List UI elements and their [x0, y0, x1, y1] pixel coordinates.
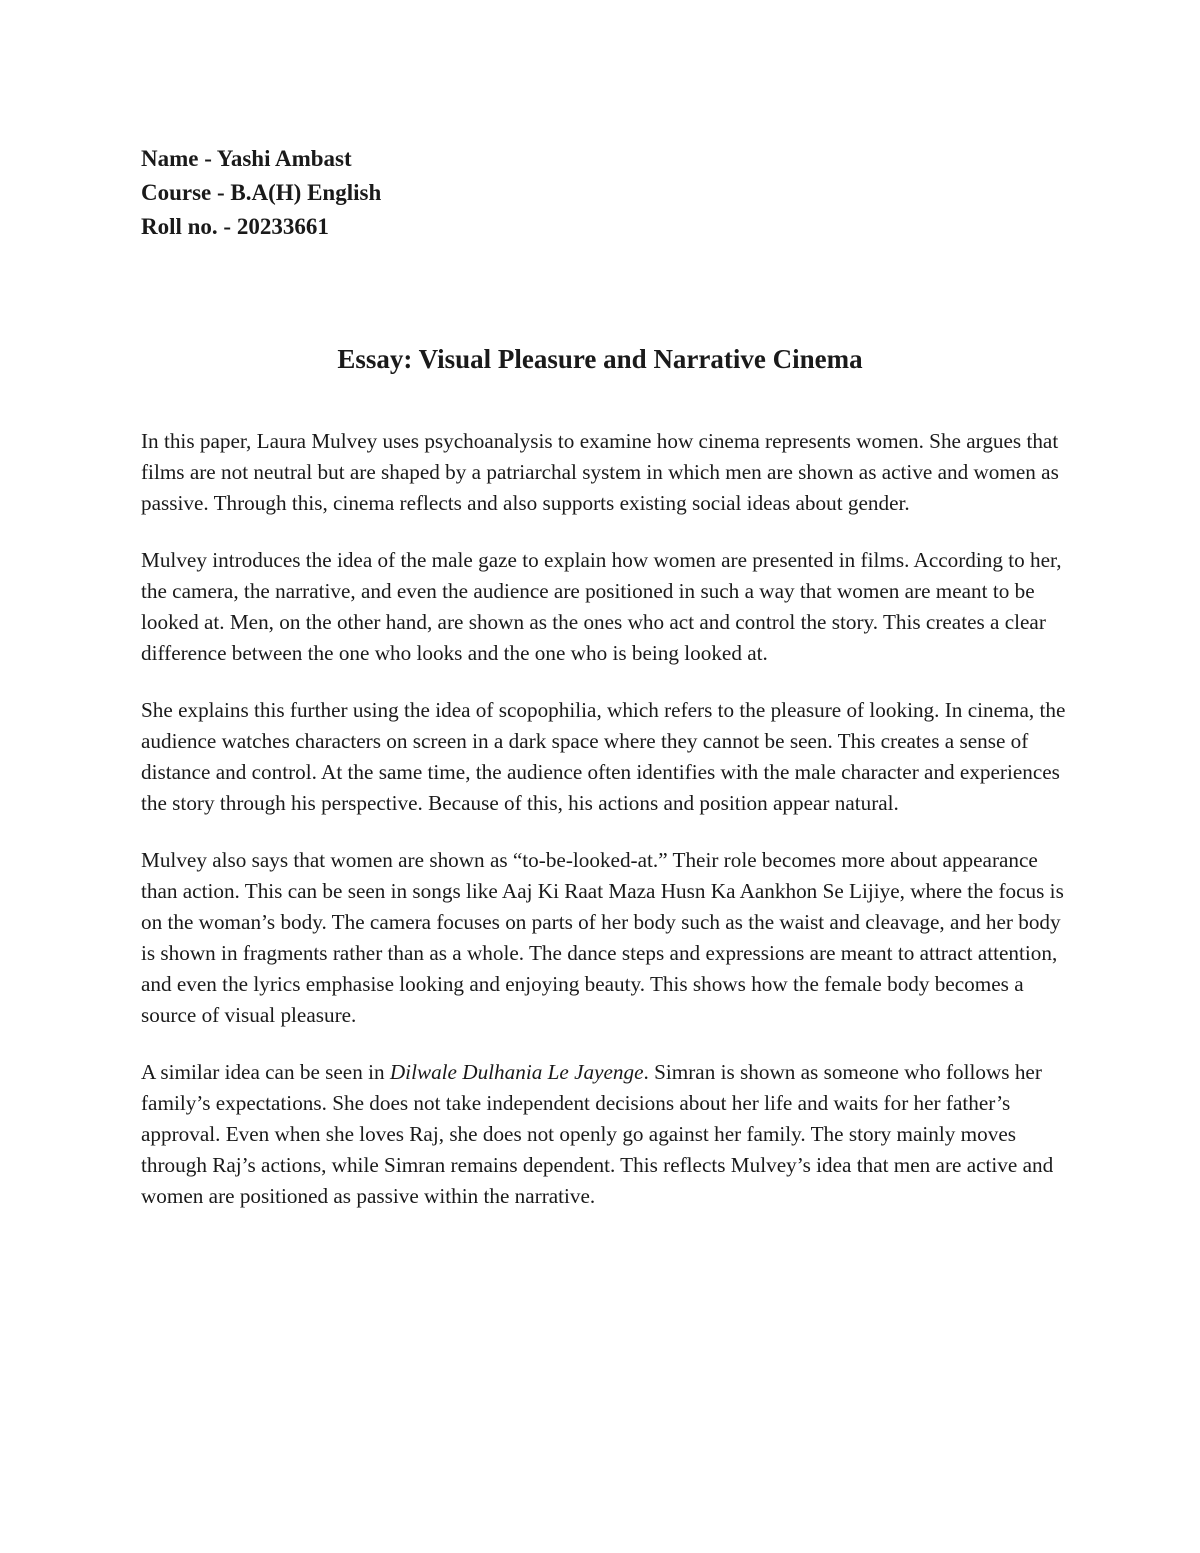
paragraph-male-gaze: Mulvey introduces the idea of the male gaze to explain how women are presented in films. According to her, the camera, the narrative, and even the audience are positioned in such a way that women are meant to be looked at. Men, on the other hand, are shown as the ones who act and control the story. This creates a clear difference between the one who looks and the one who is being looked at. [141, 548, 1062, 665]
student-roll-number: Roll no. - 20233661 [141, 214, 329, 239]
paragraph-intro: In this paper, Laura Mulvey uses psychoanalysis to examine how cinema represents women. She argues that films are not neutral but are shaped by a patriarchal system in which men are shown as active and women as passive. Through this, cinema reflects and also supports existing social ideas about gender. [141, 429, 1059, 515]
paragraph-scopophilia: She explains this further using the idea of scopophilia, which refers to the pleasure of looking. In cinema, the audience watches characters on screen in a dark space where they cannot be seen. This creates a sense of distance and control. At the same time, the audience often identifies with the male character and experiences the story through his perspective. Because of this, his actions and position appear natural. [141, 698, 1066, 815]
paragraph-ddlj [141, 1057, 1066, 1212]
paragraph-to-be-looked-at: Mulvey also says that women are shown as “to-be-looked-at.” Their role becomes more about appearance than action. This can be seen in songs like Aaj Ki Raat Maza Husn Ka Aankhon Se Lijiye, where the focus is on the woman’s body. The camera focuses on parts of her body such as the waist and cleavage, and her body is shown in fragments rather than as a whole. The dance steps and expressions are meant to attract attention, and even the lyrics emphasise looking and enjoying beauty. This shows how the female body becomes a source of visual pleasure. [141, 848, 1064, 1027]
essay-body [141, 426, 1066, 1238]
student-info [141, 142, 381, 244]
student-name: Name - Yashi Ambast [141, 146, 352, 171]
student-course: Course - B.A(H) English [141, 180, 382, 205]
paragraph-ddlj-lead: A similar idea can be seen in [141, 1060, 390, 1084]
film-title: Dilwale Dulhania Le Jayenge [389, 1060, 644, 1084]
paragraph-ddlj-rest: . Simran is shown as someone who follows her family’s expectations. She does not take independent decisions about her life and waits for her father’s approval. Even when she loves Raj, she does not openly go against her family. The story mainly moves through Raj’s actions, while Simran remains dependent. This reflects Mulvey’s idea that men are active and women are positioned as passive within the narrative. [141, 1060, 1054, 1208]
essay-title: Essay: Visual Pleasure and Narrative Cinema [337, 344, 863, 374]
